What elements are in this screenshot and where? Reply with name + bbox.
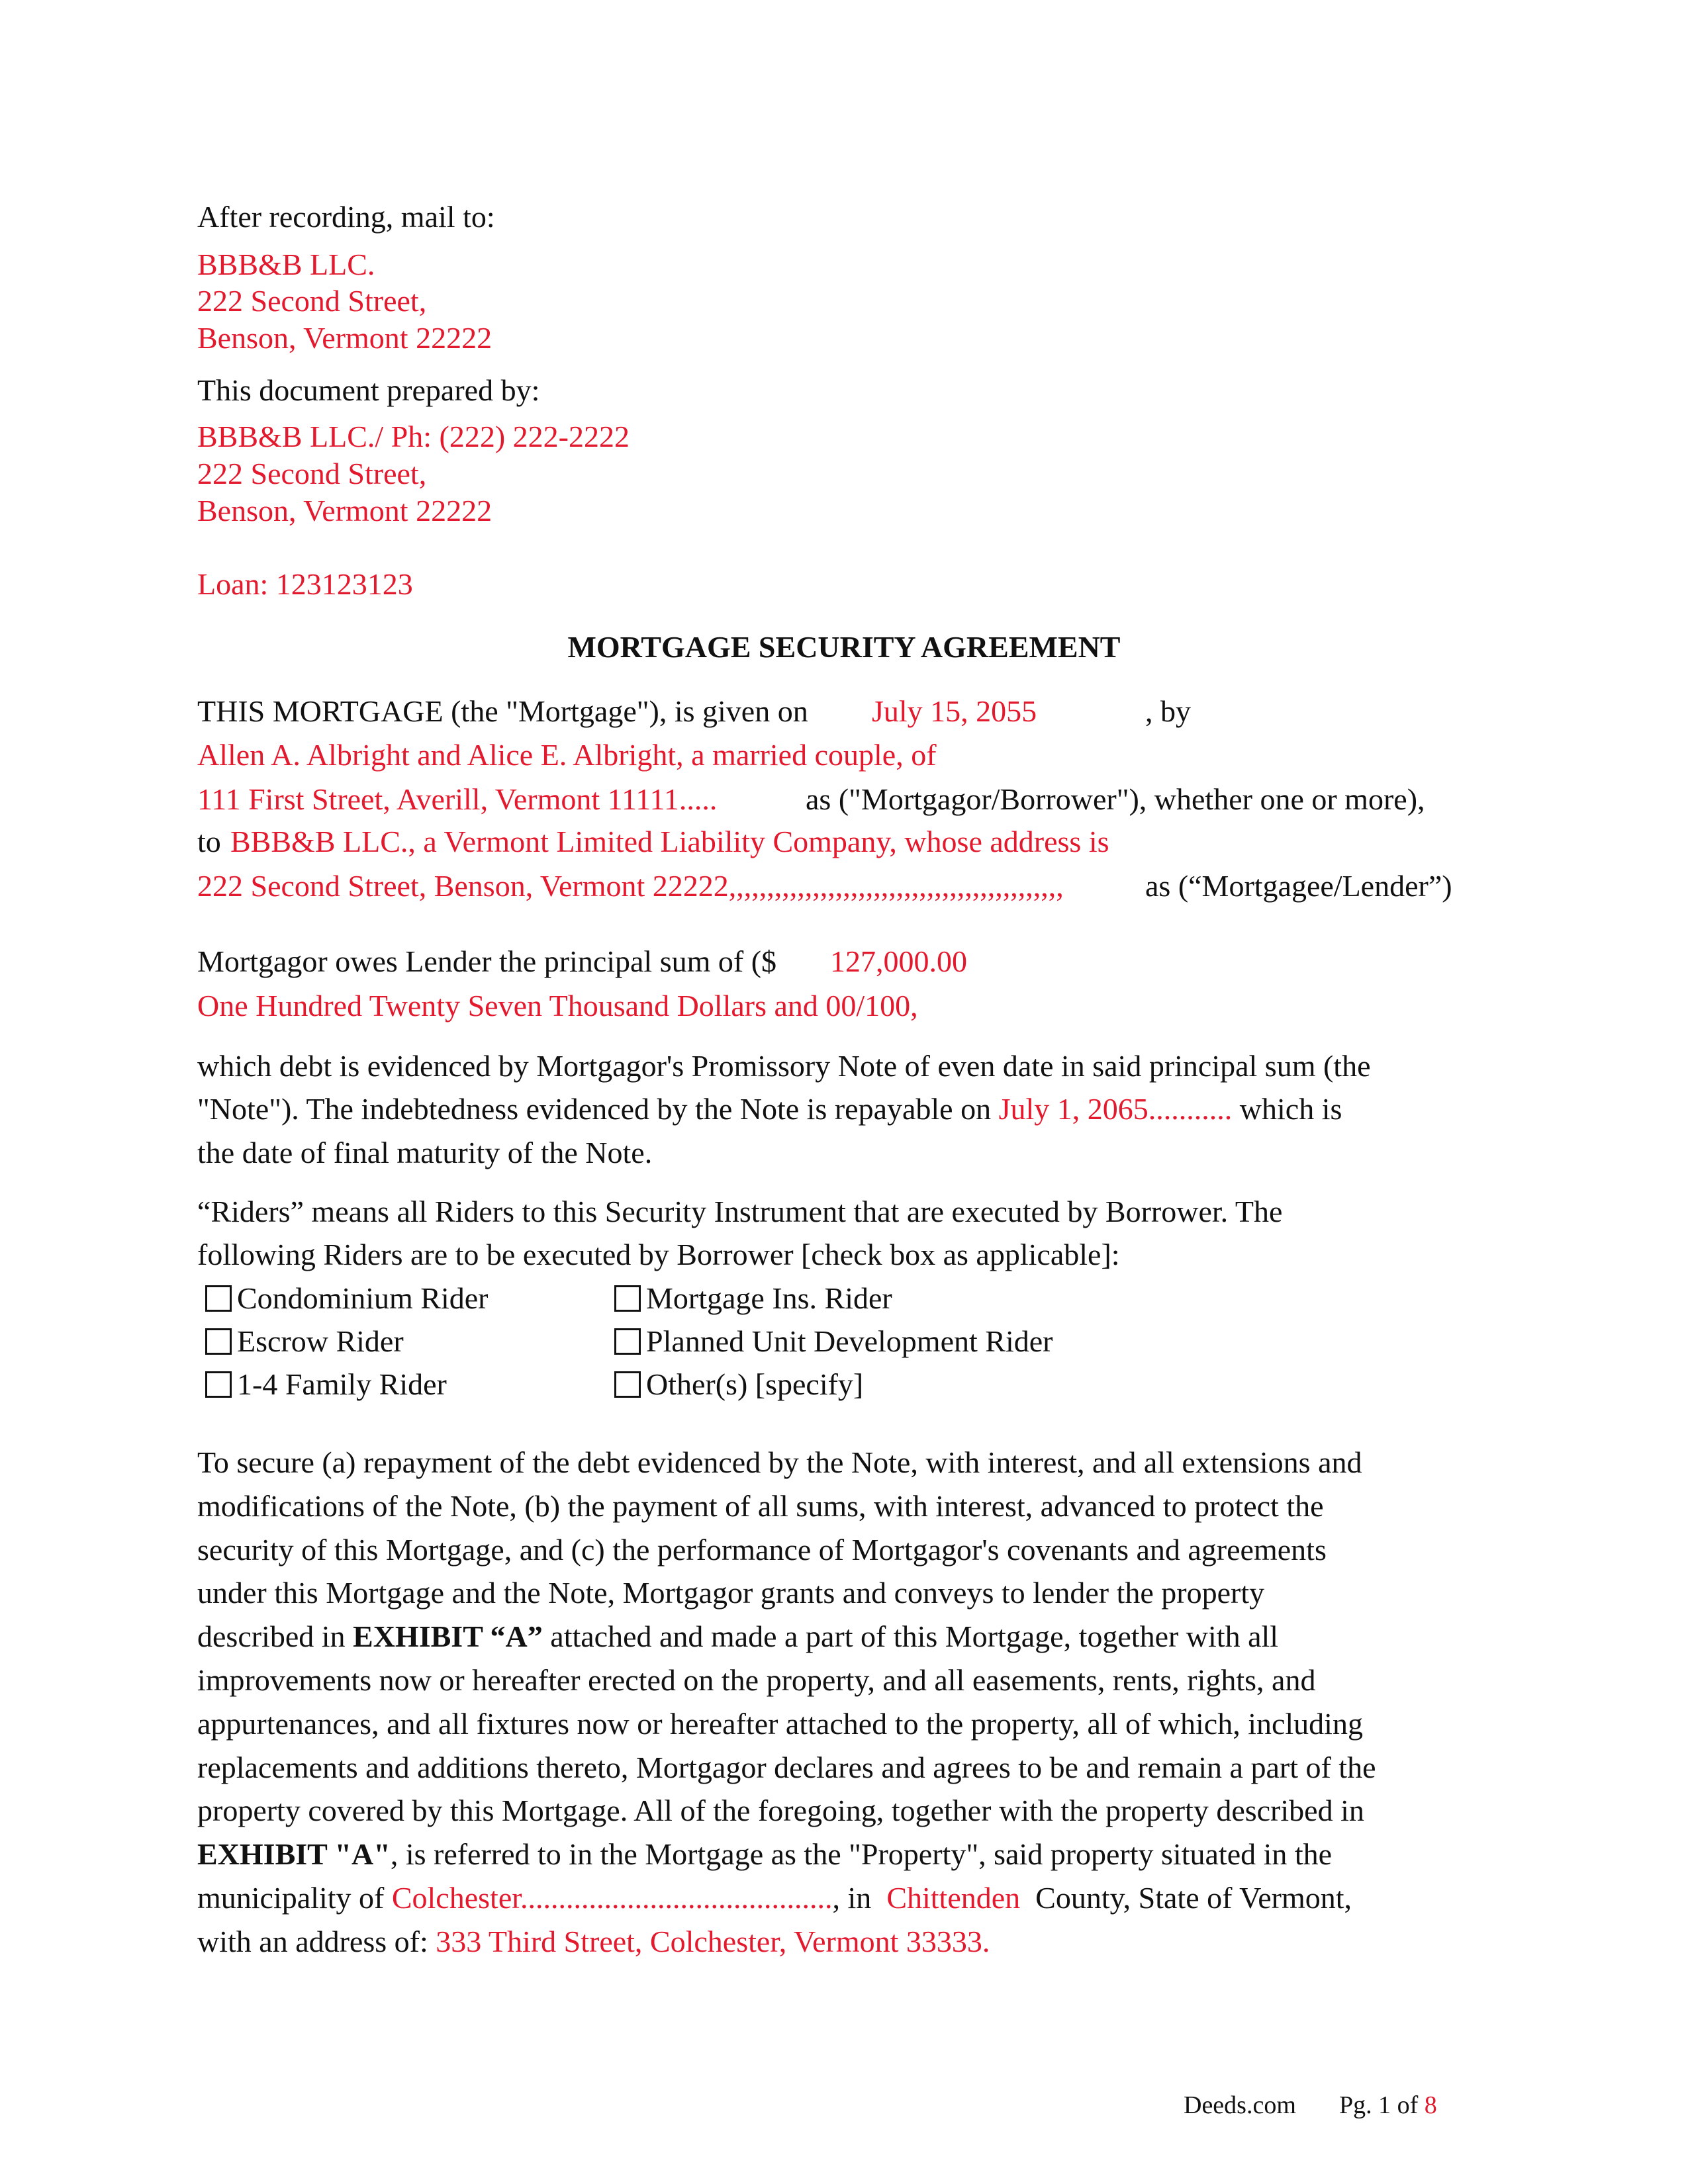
prepared-by-name: BBB&B LLC./ Ph: (222) 222-2222: [197, 420, 630, 453]
rider-label: Planned Unit Development Rider: [646, 1324, 1053, 1358]
checkbox[interactable]: [614, 1285, 641, 1312]
note-line-2: [197, 1091, 1342, 1128]
exhibit-a-reference: EXHIBIT "A": [197, 1837, 391, 1872]
secure-line: municipality of Colchester........................................., in Chittenden County, State of Vermont,: [197, 1880, 1352, 1915]
secure-line: described in EXHIBIT “A” attached and made a part of this Mortgage, together with all: [197, 1619, 1279, 1654]
secure-paragraph: [197, 1441, 1508, 1964]
prepared-by-city: Benson, Vermont 22222: [197, 494, 492, 527]
borrower-role: as ("Mortgagor/Borrower"), whether one or more),: [806, 782, 1425, 816]
principal-words: One Hundred Twenty Seven Thousand Dollars and 00/100,: [197, 989, 918, 1023]
borrower-names: Allen A. Albright and Alice E. Albright, a married couple, of: [197, 738, 937, 772]
note-line-1: which debt is evidenced by Mortgagor's Promissory Note of even date in said principal sum (the: [197, 1049, 1371, 1083]
maturity-date: July 1, 2065...........: [998, 1092, 1233, 1126]
mortgage-date: July 15, 2055: [872, 694, 1037, 728]
secure-line: property covered by this Mortgage. All of the foregoing, together with the property described in: [197, 1794, 1364, 1828]
secure-line: EXHIBIT "A", is referred to in the Mortgage as the "Property", said property situated in the: [197, 1837, 1333, 1872]
checkbox[interactable]: [614, 1371, 641, 1398]
note-line-3: the date of final maturity of the Note.: [197, 1136, 653, 1169]
lender-name: BBB&B LLC., a Vermont Limited Liability Company, whose address is: [230, 825, 1109, 858]
mail-to-heading: After recording, mail to:: [197, 200, 495, 234]
checkbox[interactable]: [205, 1371, 232, 1398]
secure-line: appurtenances, and all fixtures now or hereafter attached to the property, all of which, including: [197, 1706, 1363, 1741]
intro-by: , by: [1145, 694, 1191, 728]
checkbox[interactable]: [614, 1328, 641, 1355]
mail-to-street: 222 Second Street,: [197, 284, 427, 318]
secure-line: under this Mortgage and the Note, Mortgagor grants and conveys to lender the property: [197, 1576, 1265, 1610]
note-line-2-tail: which is: [1239, 1092, 1342, 1126]
rider-1-4-family[interactable]: [205, 1366, 447, 1403]
rider-label: 1-4 Family Rider: [237, 1367, 447, 1401]
rider-condominium[interactable]: [205, 1280, 489, 1317]
prepared-by-street: 222 Second Street,: [197, 457, 427, 490]
borrower-address: 111 First Street, Averill, Vermont 11111.....: [197, 782, 718, 816]
secure-line: To secure (a) repayment of the debt evidenced by the Note, with interest, and all extensions and: [197, 1445, 1362, 1479]
prepared-by-heading: This document prepared by:: [197, 373, 540, 407]
principal-amount: 127,000.00: [830, 944, 967, 978]
riders-line-2: following Riders are to be executed by Borrower [check box as applicable]:: [197, 1238, 1120, 1271]
principal-lead: Mortgagor owes Lender the principal sum of ($: [197, 944, 777, 978]
secure-line: replacements and additions thereto, Mortgagor declares and agrees to be and remain a part of the: [197, 1750, 1376, 1784]
intro-lead: THIS MORTGAGE (the "Mortgage"), is given on: [197, 694, 808, 728]
mail-to-name: BBB&B LLC.: [197, 248, 375, 281]
footer-page-number: [1339, 2090, 1437, 2120]
rider-escrow[interactable]: [205, 1323, 404, 1360]
municipality: Colchester.........................................: [391, 1880, 833, 1915]
property-address: 333 Third Street, Colchester, Vermont 33333.: [436, 1924, 990, 1958]
rider-label: Condominium Rider: [237, 1281, 489, 1315]
riders-line-1: “Riders” means all Riders to this Security Instrument that are executed by Borrower. The: [197, 1195, 1283, 1228]
rider-label: Mortgage Ins. Rider: [646, 1281, 892, 1315]
rider-planned-unit-development[interactable]: [614, 1323, 1053, 1360]
intro-to: to: [197, 825, 221, 858]
secure-line: improvements now or hereafter erected on the property, and all easements, rents, rights, and: [197, 1662, 1316, 1697]
checkbox[interactable]: [205, 1328, 232, 1355]
county: Chittenden: [886, 1880, 1021, 1915]
note-line-2-lead: "Note"). The indebtedness evidenced by the Note is repayable on: [197, 1092, 992, 1126]
page-label: Pg. 1 of: [1339, 2091, 1419, 2119]
footer-site: Deeds.com: [1184, 2091, 1296, 2119]
lender-role: as (“Mortgagee/Lender”): [1145, 869, 1452, 903]
secure-line: with an address of: 333 Third Street, Colchester, Vermont 33333.: [197, 1924, 990, 1958]
rider-other[interactable]: [614, 1366, 863, 1403]
rider-mortgage-ins[interactable]: [614, 1280, 892, 1317]
checkbox[interactable]: [205, 1285, 232, 1312]
total-pages: 8: [1424, 2091, 1437, 2119]
secure-line: modifications of the Note, (b) the payment of all sums, with interest, advanced to protect the: [197, 1488, 1324, 1523]
lender-address: 222 Second Street, Benson, Vermont 22222,,,,,,,,,,,,,,,,,,,,,,,,,,,,,,,,,,,,,,,,,,,,: [197, 869, 1064, 903]
secure-line: security of this Mortgage, and (c) the performance of Mortgagor's covenants and agreements: [197, 1532, 1327, 1567]
rider-label: Escrow Rider: [237, 1324, 404, 1358]
document-title: MORTGAGE SECURITY AGREEMENT: [567, 630, 1121, 664]
loan-number: Loan: 123123123: [197, 567, 413, 601]
rider-label: Other(s) [specify]: [646, 1367, 864, 1401]
mail-to-city: Benson, Vermont 22222: [197, 321, 492, 355]
exhibit-a-reference: EXHIBIT “A”: [353, 1619, 543, 1654]
